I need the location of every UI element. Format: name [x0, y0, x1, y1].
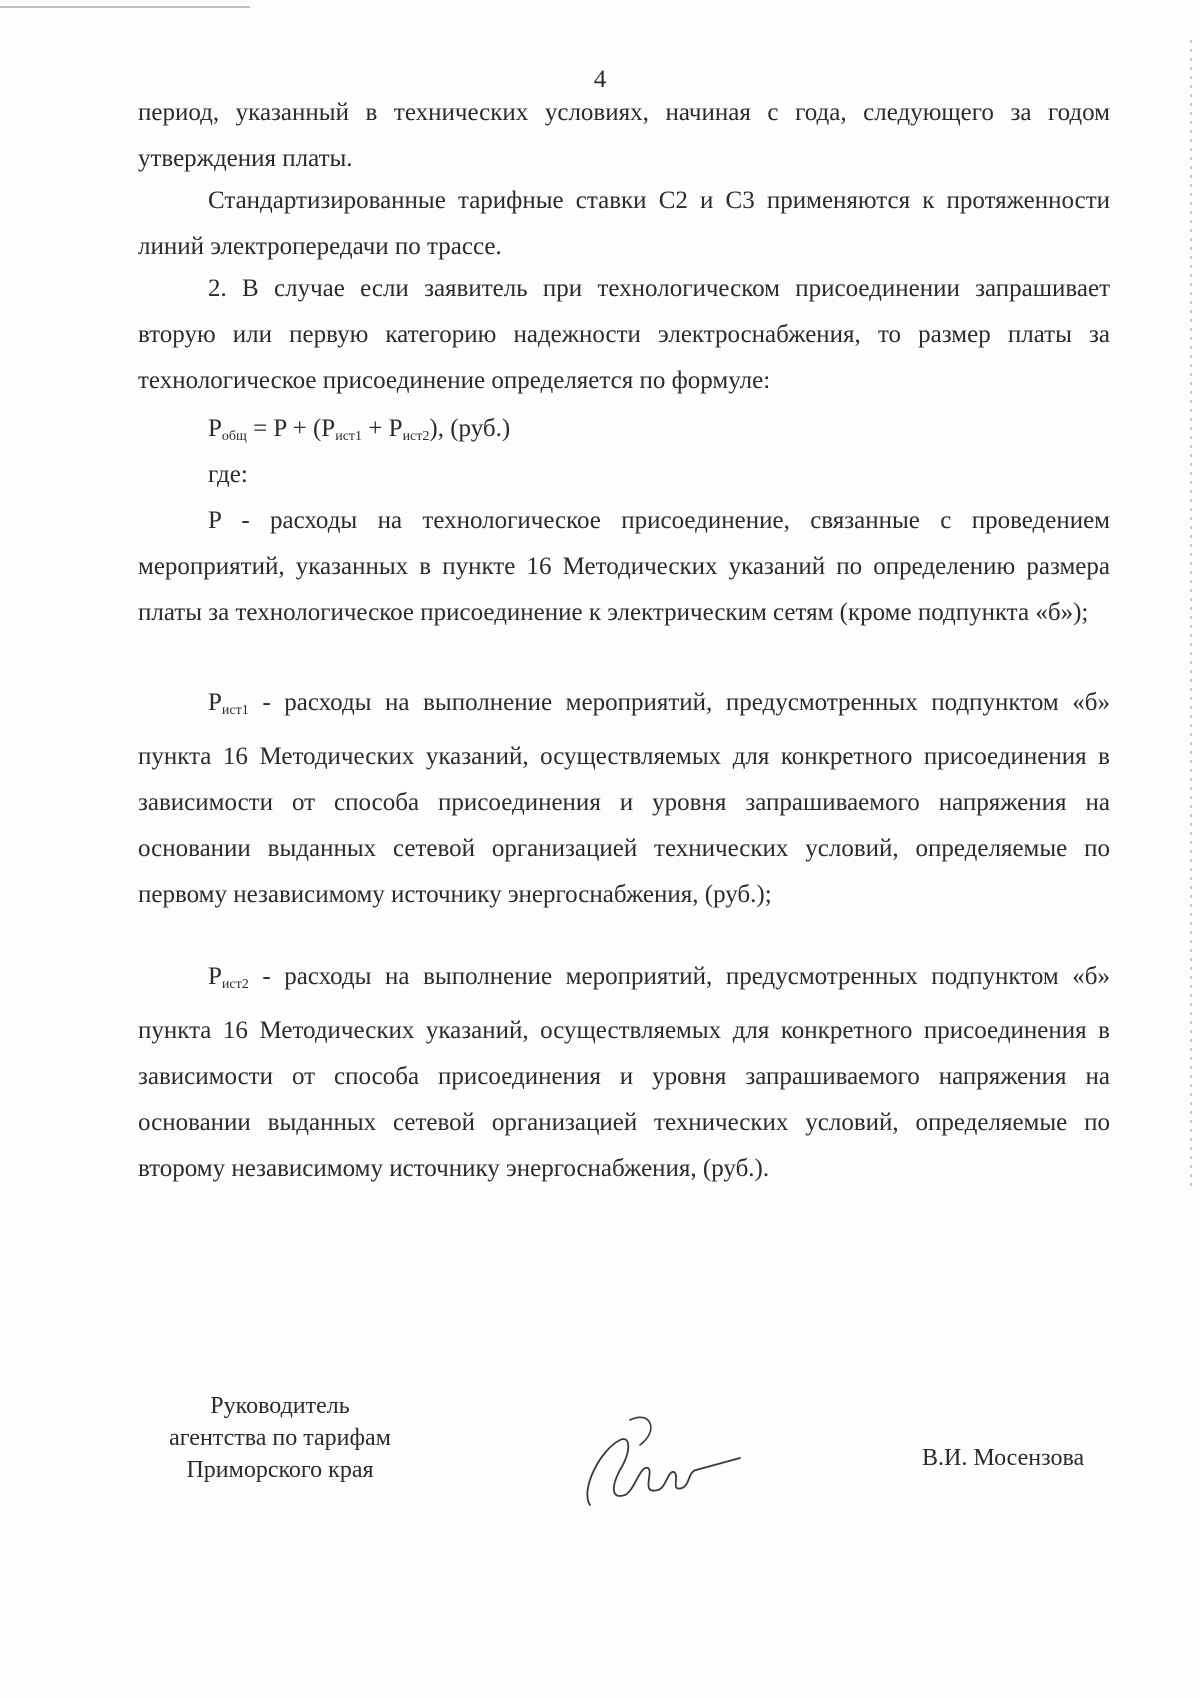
formula-sub-ist1: ист1	[335, 429, 363, 444]
formula-eq: = P + (P	[246, 415, 336, 442]
formula-sub-obsh: общ	[221, 429, 247, 444]
formula-plus: + P	[362, 415, 403, 442]
scan-edge-mark	[0, 0, 250, 8]
paragraph-pist1-definition	[138, 680, 1110, 918]
pist1-letter: P	[208, 689, 222, 716]
signatory-title	[140, 1390, 420, 1486]
scan-edge-dots	[1190, 40, 1192, 1190]
formula-sub-ist2: ист2	[402, 429, 430, 444]
formula-tail: ), (руб.)	[429, 415, 511, 442]
paragraph-p-definition: P - расходы на технологическое присоединение, связанные с проведением мероприятий, указанных в пункте 16 Методических указаний по определению размера платы за технологическое присоединение к электрическим сетям (кроме подпункта «б»);	[138, 507, 1110, 626]
pist1-sub: ист1	[221, 703, 249, 718]
handwritten-signature	[570, 1410, 750, 1520]
paragraph-continuation: период, указанный в технических условиях, начиная с года, следующего за годом утверждения платы.	[138, 99, 1110, 172]
paragraph-item-2: 2. В случае если заявитель при технологическом присоединении запрашивает вторую или первую категорию надежности электроснабжения, то размер платы за технологическое присоединение определяется по формуле:	[138, 275, 1110, 394]
signatory-title-line-3: Приморского края	[186, 1457, 374, 1483]
pist2-text: - расходы на выполнение мероприятий, предусмотренных подпунктом «б» пункта 16 Методических указаний, осуществляемых для конкретного присоединения в зависимости от способа присоединения и уровня запрашиваемого напряжения на основании выданных сетевой организацией технических условий, определяемые по второму независимому источнику энергоснабжения, (руб.).	[138, 963, 1110, 1182]
where-label: где:	[208, 461, 248, 488]
paragraph-pist2-definition	[138, 954, 1110, 1192]
pist2-sub: ист2	[221, 977, 249, 992]
formula-p: P	[208, 415, 222, 442]
signatory-name: В.И. Мосензова	[922, 1445, 1085, 1471]
signatory-title-line-2: агентства по тарифам	[169, 1425, 391, 1451]
formula	[208, 406, 510, 460]
paragraph-tariff-rates: Стандартизированные тарифные ставки С2 и С3 применяются к протяженности линий электропередачи по трассе.	[138, 187, 1110, 260]
pist2-letter: P	[208, 963, 222, 990]
page-number: 4	[593, 66, 607, 93]
signatory-title-line-1: Руководитель	[210, 1393, 350, 1419]
pist1-text: - расходы на выполнение мероприятий, предусмотренных подпунктом «б» пункта 16 Методических указаний, осуществляемых для конкретного присоединения в зависимости от способа присоединения и уровня запрашиваемого напряжения на основании выданных сетевой организацией технических условий, определяемые по первому независимому источнику энергоснабжения, (руб.);	[138, 689, 1110, 908]
